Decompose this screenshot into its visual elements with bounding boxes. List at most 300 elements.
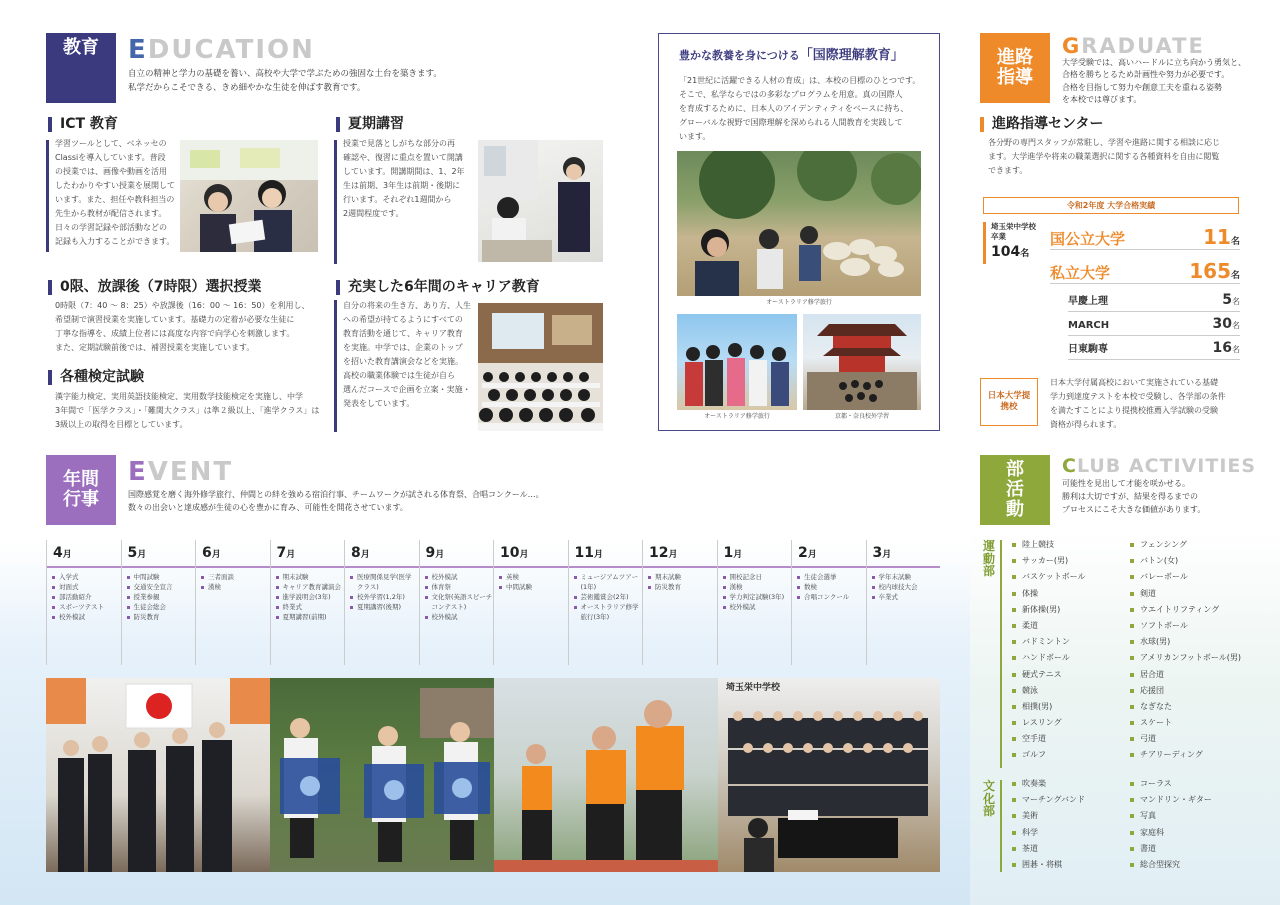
club-item: 美術 (1012, 808, 1085, 824)
international-title-pre: 豊かな教養を身につける (679, 49, 800, 62)
ceremony-illustration (46, 678, 270, 872)
ict-photo-illustration (180, 140, 318, 252)
education-intro-line: 自立の精神と学力の基礎を養い、高校や大学で学ぶための強固な土台を築きます。 (128, 69, 442, 79)
australia-farm-illustration (677, 151, 921, 296)
chorus-illustration (718, 678, 940, 872)
month-event-item: キャリア教育講演会 (276, 582, 344, 592)
month-event-item: 防災教育 (648, 582, 716, 592)
caption-kyoto: 京都・奈良校外学習 (834, 413, 889, 420)
month-event-item: スポーツテスト (52, 602, 120, 612)
month-event-list (420, 566, 493, 622)
summer-body (343, 137, 481, 221)
month-column (344, 540, 418, 665)
ict-line: 記録も入力することができます。 (55, 237, 175, 246)
month-event-list (718, 566, 791, 612)
month-event-item: 防災教育 (127, 612, 195, 622)
international-line: そこで、私学ならではの多彩なプログラムを用意。真の国際人 (679, 90, 903, 99)
chorus-photo (718, 678, 940, 872)
month-suffix: 月 (593, 550, 603, 560)
career-line: 教育活動を通じて、キャリア教育 (343, 329, 463, 338)
international-title (679, 46, 904, 66)
month-number: 12 (649, 545, 669, 561)
month-heading (643, 540, 716, 566)
summer-photo (478, 140, 603, 262)
month-event-list (345, 566, 418, 612)
month-column (46, 540, 120, 665)
kentei-line: 3年間で「医学クラス」・「難関大クラス」は準２級以上、「進学クラス」は (55, 406, 320, 415)
club-item: 相撲(男) (1012, 699, 1085, 715)
month-suffix: 月 (286, 550, 296, 560)
club-item: マンドリン・ギター (1130, 792, 1212, 808)
month-suffix: 月 (62, 550, 72, 560)
month-event-item: 芸術鑑賞会(2年) (574, 592, 642, 602)
culture-clubs-col2 (1130, 776, 1212, 873)
graduates-count-block (983, 222, 1043, 264)
results-title (983, 197, 1239, 214)
club-item: 書道 (1130, 841, 1212, 857)
sub-result-row (1068, 314, 1240, 336)
ict-line: Classiを導入しています。普段 (55, 153, 166, 162)
month-number: 4 (53, 545, 63, 561)
club-item: 競泳 (1012, 683, 1085, 699)
education-jp-label-underbar (46, 63, 116, 103)
club-item: 居合道 (1130, 667, 1241, 683)
graduate-jp-label: 進路指導 (997, 46, 1033, 88)
month-column (195, 540, 269, 665)
summer-line: 生は前期、3年生は前期・後期に (343, 181, 461, 190)
month-column (419, 540, 493, 665)
month-suffix: 月 (519, 550, 529, 560)
summer-line: 授業で見落としがちな部分の再 (343, 139, 455, 148)
month-heading (345, 540, 418, 566)
event-title-rest: VENT (147, 457, 234, 487)
summer-accent-line (334, 140, 337, 264)
month-event-item: 期末試験 (648, 572, 716, 582)
sports-clubs-col2 (1130, 537, 1241, 764)
ict-title: ICT 教育 (48, 117, 118, 132)
month-event-item: 中間試験 (127, 572, 195, 582)
month-suffix: 月 (211, 550, 221, 560)
zero-line: 希望制で演習授業を実施しています。基礎力の定着が必要な生徒に (55, 315, 295, 324)
month-suffix: 月 (733, 550, 743, 560)
career-line: を招いた教育講演会などを実施。 (343, 357, 463, 366)
month-heading (271, 540, 344, 566)
month-event-item: 数検 (797, 582, 865, 592)
career-photo-illustration (478, 303, 603, 431)
zero-line: 丁寧な指導を、成績上位者には高度な内容で向学心を刺激します。 (55, 329, 295, 338)
club-item: フェンシング (1130, 537, 1241, 553)
summer-photo-illustration (478, 140, 603, 262)
graduate-intro-line: 大学受験では、高いハードルに立ち向かう勇気と、 (1062, 58, 1246, 67)
club-item: サッカー(男) (1012, 553, 1085, 569)
club-title-rest: LUB ACTIVITIES (1076, 455, 1257, 477)
club-item: ハンドボール (1012, 650, 1085, 666)
month-event-item: 夏期講習(前期) (276, 612, 344, 622)
month-number: 10 (500, 545, 520, 561)
australia-farm-photo (677, 151, 921, 296)
ict-line: の授業では、画像や動画を活用 (55, 167, 167, 176)
unit-label: 名 (1230, 237, 1240, 247)
center-line: できます。 (988, 166, 1028, 175)
month-event-item: 卒業式 (872, 592, 940, 602)
unit-label: 名 (1020, 249, 1030, 260)
career-line: 自分の将来の生き方、あり方、人生 (343, 301, 471, 310)
event-jp-label: 年間行事 (63, 468, 99, 510)
club-item: バスケットボール (1012, 569, 1085, 585)
graduates-count: 104 (991, 244, 1021, 261)
month-event-item: 漢検 (723, 582, 791, 592)
club-item: バトン(女) (1130, 553, 1241, 569)
zero-period-body (55, 299, 325, 355)
graduate-jp-label-box (980, 33, 1050, 103)
month-event-item: オーストラリア修学旅行(3年) (574, 602, 642, 622)
education-intro (128, 68, 442, 95)
national-count: 11 (1203, 225, 1231, 249)
summer-line: 2週間程度です。 (343, 209, 404, 218)
career-line: 高校の職業体験では生徒が自ら (343, 371, 455, 380)
private-university-row (1050, 256, 1240, 284)
graduate-intro-line: 合格を勝ちとるため計画性や努力が必要です。 (1062, 70, 1230, 80)
month-number: 11 (574, 545, 594, 561)
month-event-item: 学力判定試験(3年) (723, 592, 791, 602)
unit-label: 名 (1232, 297, 1240, 306)
sub-result-count: 30 (1212, 316, 1232, 332)
club-item: ソフトボール (1130, 618, 1241, 634)
graduate-title-rest: RADUATE (1081, 34, 1205, 58)
club-item: 硬式テニス (1012, 667, 1085, 683)
month-event-item: 期末試験 (276, 572, 344, 582)
zero-line: また、定期試験前後では、補習授業を実施しています。 (55, 343, 255, 352)
ceremony-photo (46, 678, 270, 872)
club-item: 科学 (1012, 825, 1085, 841)
club-item: バレーボール (1130, 569, 1241, 585)
ict-line: 先生から教材が配信されます。 (55, 209, 167, 218)
australia-group-illustration (677, 314, 797, 410)
month-event-item: 終業式 (276, 602, 344, 612)
sub-result-row (1068, 338, 1240, 360)
culture-clubs-label: 文化部 (982, 779, 995, 819)
nichidai-line: 資格が得られます。 (1050, 420, 1122, 429)
club-item: ゴルフ (1012, 747, 1085, 763)
caption-australia-1: オーストラリア修学旅行 (766, 299, 832, 306)
career-accent-line (334, 300, 337, 432)
international-title-main: 「国際理解教育」 (799, 48, 904, 63)
club-item: 茶道 (1012, 841, 1085, 857)
career-photo (478, 303, 603, 431)
month-heading (420, 540, 493, 566)
month-number: 7 (276, 545, 287, 561)
club-item: 弓道 (1130, 731, 1241, 747)
club-item: コーラス (1130, 776, 1212, 792)
club-item: 応援団 (1130, 683, 1241, 699)
kyoto-temple-photo (803, 314, 921, 410)
culture-clubs-col1 (1012, 776, 1085, 873)
month-event-item: 医療関係見学(医学クラス) (350, 572, 418, 592)
nichidai-line: を満たすことにより提携校推薦入学試験の受験 (1050, 406, 1218, 415)
month-number: 9 (425, 545, 436, 561)
career-center-body (988, 136, 1268, 178)
club-item: 体操 (1012, 586, 1085, 602)
month-event-item: 校外模試 (52, 612, 120, 622)
month-heading (792, 540, 865, 566)
national-label: 国公立大学 (1050, 230, 1126, 248)
event-jp-label-box (46, 455, 116, 525)
month-event-item: 開校記念日 (723, 572, 791, 582)
club-item: 空手道 (1012, 731, 1085, 747)
month-event-item: 校外模試 (723, 602, 791, 612)
club-item: なぎなた (1130, 699, 1241, 715)
month-event-item: 校外模試 (425, 572, 493, 582)
unit-label: 名 (1230, 271, 1240, 281)
month-event-item: 生徒会選挙 (797, 572, 865, 582)
sub-result-count: 5 (1222, 292, 1232, 308)
club-jp-label-box (980, 455, 1050, 525)
summer-line: 確認や、復習に重点を置いて開講 (343, 153, 463, 162)
month-event-list (867, 566, 940, 602)
month-event-item: 体育祭 (425, 582, 493, 592)
zero-period-title: 0限、放課後（7時限）選択授業 (48, 280, 261, 295)
graduate-intro-line: を本校では尊びます。 (1062, 95, 1142, 105)
month-heading (494, 540, 567, 566)
club-item: 写真 (1130, 808, 1212, 824)
month-column (270, 540, 344, 665)
month-event-list (792, 566, 865, 602)
club-item: レスリング (1012, 715, 1085, 731)
sports-clubs-col1 (1012, 537, 1085, 764)
graduate-intro-line: 合格を目指して努力や創意工夫を重ねる姿勢 (1062, 82, 1222, 92)
culture-clubs-line (1000, 780, 1002, 872)
kentei-body (55, 390, 325, 432)
center-line: 各分野の専門スタッフが常駐し、学習や進路に関する相談に応じ (988, 138, 1220, 147)
month-number: 5 (127, 545, 138, 561)
month-heading (122, 540, 195, 566)
international-line: 「21世紀に活躍できる人材の育成」は、本校の目標のひとつです。 (679, 76, 921, 85)
international-line: います。 (679, 132, 711, 141)
event-title (128, 452, 233, 492)
club-item: 陸上競技 (1012, 537, 1085, 553)
club-item: 囲碁・将棋 (1012, 857, 1085, 873)
sub-result-count-line (1213, 338, 1240, 360)
national-count-line (1203, 222, 1240, 253)
month-event-list (271, 566, 344, 622)
month-event-list (196, 566, 269, 592)
month-column (493, 540, 567, 665)
month-event-item: 校内球技大会 (872, 582, 940, 592)
education-intro-line: 私学だからこそできる、きめ細やかな生徒を伸ばす教育です。 (128, 82, 366, 93)
career-body (343, 299, 477, 411)
kentei-line: 3級以上の取得を目標としています。 (55, 420, 188, 429)
month-suffix: 月 (137, 550, 147, 560)
summer-line: 行います。それぞれ1週間から (343, 195, 452, 204)
month-event-item: 合唱コンクール (797, 592, 865, 602)
month-event-item: 文化祭(英語スピーチコンテスト) (425, 592, 493, 612)
month-suffix: 月 (882, 550, 892, 560)
education-jp-label-box (46, 33, 116, 63)
month-heading (569, 540, 642, 566)
month-heading (718, 540, 791, 566)
club-item: スケート (1130, 715, 1241, 731)
sub-result-count-line (1213, 314, 1240, 336)
club-intro-line: プロセスにこそ大きな価値があります。 (1062, 504, 1206, 514)
education-title (128, 30, 315, 70)
summer-line: しています。開講期間は、1、2年 (343, 167, 465, 176)
month-number: 3 (872, 545, 883, 561)
club-item: 総合型探究 (1130, 857, 1212, 873)
summer-title: 夏期講習 (336, 117, 404, 132)
international-line: を育成するために、日本人のアイデンティティをベースに持ち、 (679, 104, 909, 113)
unit-label: 名 (1232, 321, 1240, 330)
nichidai-label: 日本大学提携校 (987, 390, 1031, 412)
month-heading (196, 540, 269, 566)
club-item: マーチングバンド (1012, 792, 1085, 808)
month-event-list (569, 566, 642, 622)
month-suffix: 月 (668, 550, 678, 560)
sports-day-photo (494, 678, 718, 872)
private-count-line (1189, 256, 1240, 287)
ict-line: 日々の学習記録や部活動などの (55, 223, 167, 232)
graduate-intro (1062, 57, 1246, 107)
sports-day-illustration (494, 678, 718, 872)
month-event-list (494, 566, 567, 592)
month-column (791, 540, 865, 665)
club-intro-line: 勝利は大切ですが、結果を得るまでの (1062, 491, 1198, 501)
month-column (568, 540, 642, 665)
sub-result-count-line (1222, 290, 1240, 312)
international-line: グローバルな視野で国際理解を深められる人間教育を実践して (679, 118, 903, 127)
sub-result-row (1068, 290, 1240, 312)
month-suffix: 月 (360, 550, 370, 560)
education-jp-label: 教育 (63, 36, 99, 58)
nichidai-badge (980, 378, 1038, 426)
club-item: 水球(男) (1130, 634, 1241, 650)
national-university-row (1050, 222, 1240, 250)
career-line: を実施。中学では、企業のトップ (343, 343, 463, 352)
private-label: 私立大学 (1050, 264, 1111, 282)
month-event-item: 中間試験 (499, 582, 567, 592)
club-item: 剣道 (1130, 586, 1241, 602)
dyeing-photo (270, 678, 494, 872)
month-event-item: 三者面談 (201, 572, 269, 582)
career-center-title: 進路指導センター (980, 117, 1103, 132)
school-sign: 埼玉栄中学校 (726, 683, 781, 693)
month-event-item: 校外模試 (425, 612, 493, 622)
graduates-label: 埼玉栄中学校卒業 (991, 222, 1036, 242)
ict-photo (180, 140, 318, 252)
month-event-item: 進学説明会(3年) (276, 592, 344, 602)
month-number: 1 (723, 545, 734, 561)
international-body (679, 74, 929, 144)
nichidai-line: 学力到達度テストを本校で受験し、各学部の条件 (1050, 392, 1226, 401)
career-line: への希望が持てるようにすべての (343, 315, 463, 324)
month-suffix: 月 (435, 550, 445, 560)
ict-line: います。また、担任や教科担当の (55, 195, 175, 204)
month-column (866, 540, 940, 665)
month-event-item: 生徒会総会 (127, 602, 195, 612)
ict-body (55, 137, 180, 249)
month-column (642, 540, 716, 665)
month-number: 8 (351, 545, 361, 561)
results-title-text: 令和2年度 大学合格実績 (1066, 201, 1156, 210)
month-event-item: ミュージアムツアー(1年) (574, 572, 642, 592)
kyoto-temple-illustration (803, 314, 921, 410)
month-number: 2 (798, 545, 808, 561)
ict-accent-line (46, 140, 49, 252)
career-title: 充実した6年間のキャリア教育 (336, 280, 540, 295)
private-count: 165 (1189, 259, 1231, 283)
month-event-item: 校外学習(1,2年) (350, 592, 418, 602)
club-item: アメリカンフットボール(男) (1130, 650, 1241, 666)
sports-clubs-line (1000, 540, 1002, 768)
international-education-box (658, 33, 940, 431)
club-item: チアリーディング (1130, 747, 1241, 763)
sub-result-count: 16 (1212, 340, 1232, 356)
club-title-initial: C (1062, 455, 1077, 477)
event-intro-line: 国際感覚を磨く海外修学旅行、仲間との絆を強める宿泊行事、チームワークが試される体育祭、合唱コンクール…。 (128, 490, 544, 499)
month-event-list (643, 566, 716, 592)
month-event-item: 漢検 (201, 582, 269, 592)
club-intro-line: 可能性を見出して才能を咲かせる。 (1062, 479, 1190, 488)
career-line: 発表をしています。 (343, 399, 415, 408)
nichidai-body (1050, 376, 1275, 432)
month-event-item: 学年末試験 (872, 572, 940, 582)
nichidai-line: 日本大学付属高校において実施されている基礎 (1050, 378, 1218, 387)
month-column (121, 540, 195, 665)
club-intro (1062, 478, 1205, 516)
sub-result-label: 早慶上理 (1068, 296, 1108, 307)
kentei-title: 各種検定試験 (48, 370, 144, 385)
sports-clubs-label: 運動部 (982, 539, 995, 579)
month-event-list (122, 566, 195, 622)
club-item: 新体操(男) (1012, 602, 1085, 618)
graduate-title-initial: G (1062, 34, 1082, 58)
club-item: バドミントン (1012, 634, 1085, 650)
event-intro (128, 489, 544, 515)
month-event-item: 対面式 (52, 582, 120, 592)
month-suffix: 月 (807, 550, 817, 560)
unit-label: 名 (1232, 345, 1240, 354)
dyeing-illustration (270, 678, 494, 872)
event-title-initial: E (128, 457, 148, 487)
club-item: 吹奏楽 (1012, 776, 1085, 792)
education-title-rest: DUCATION (147, 35, 315, 65)
event-intro-line: 数々の出会いと達成感が生徒の心を豊かに育み、可能性を開花させています。 (128, 502, 408, 512)
club-item: ウエイトリフティング (1130, 602, 1241, 618)
career-line: 選んだコースで企画を立案・実施・ (343, 385, 471, 394)
graduates-count-line (991, 242, 1043, 264)
month-event-item: 交通安全宣言 (127, 582, 195, 592)
ict-line: したわかりやすい授業を展開して (55, 181, 175, 190)
month-heading (47, 540, 120, 566)
month-event-item: 入学式 (52, 572, 120, 582)
month-column (717, 540, 791, 665)
sub-result-label: 日東駒専 (1068, 344, 1108, 355)
month-event-item: 夏期講習(後期) (350, 602, 418, 612)
australia-group-photo (677, 314, 797, 410)
month-event-item: 部活動紹介 (52, 592, 120, 602)
club-jp-label: 部活動 (1006, 458, 1024, 521)
caption-australia-2: オーストラリア修学旅行 (704, 413, 770, 420)
month-event-item: 授業参観 (127, 592, 195, 602)
kentei-line: 漢字能力検定、実用英語技能検定、実用数学技能検定を実施し、中学 (55, 392, 303, 401)
education-title-initial: E (128, 35, 148, 65)
ict-line: 学習ツールとして、ベネッセの (55, 139, 167, 148)
month-event-item: 英検 (499, 572, 567, 582)
month-event-list (47, 566, 120, 622)
month-number: 6 (202, 545, 212, 561)
sub-result-label: MARCH (1068, 320, 1110, 331)
club-item: 柔道 (1012, 618, 1085, 634)
center-line: ます。大学進学や将来の職業選択に関する各種資料を自由に閲覧 (988, 152, 1220, 161)
